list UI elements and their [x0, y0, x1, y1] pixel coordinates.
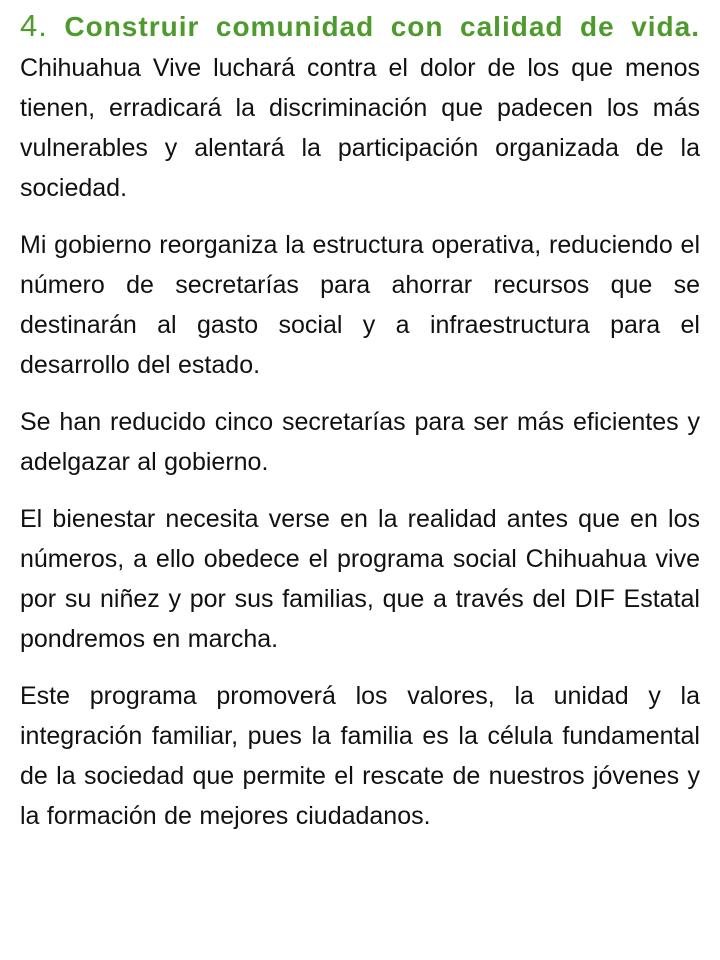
section-intro-text: Chihuahua Vive luchará contra el dolor de los que menos tienen, erradicará la discriminación que padecen los más vulnerables y alentará la participación organizada de la sociedad.	[20, 54, 700, 202]
section-title: Construir comunidad con calidad de vida.	[64, 11, 700, 42]
body-paragraph-4: Este programa promoverá los valores, la unidad y la integración familiar, pues la familia es la célula fundamental de la sociedad que permite el rescate de nuestros jóvenes y la formación de mejores ciudadanos.	[20, 682, 700, 830]
section-intro-paragraph	[20, 6, 700, 208]
body-paragraph-1: Mi gobierno reorganiza la estructura operativa, reduciendo el número de secretarías para ahorrar recursos que se destinarán al gasto social y a infraestructura para el desarrollo del estado.	[20, 231, 700, 379]
section-number: 4.	[20, 8, 48, 43]
section-heading	[20, 8, 700, 43]
body-paragraph-3: El bienestar necesita verse en la realidad antes que en los números, a ello obedece el programa social Chihuahua vive por su niñez y por sus familias, que a través del DIF Estatal pondremos en marcha.	[20, 505, 700, 653]
body-paragraph-2: Se han reducido cinco secretarías para ser más eficientes y adelgazar al gobierno.	[20, 408, 700, 476]
